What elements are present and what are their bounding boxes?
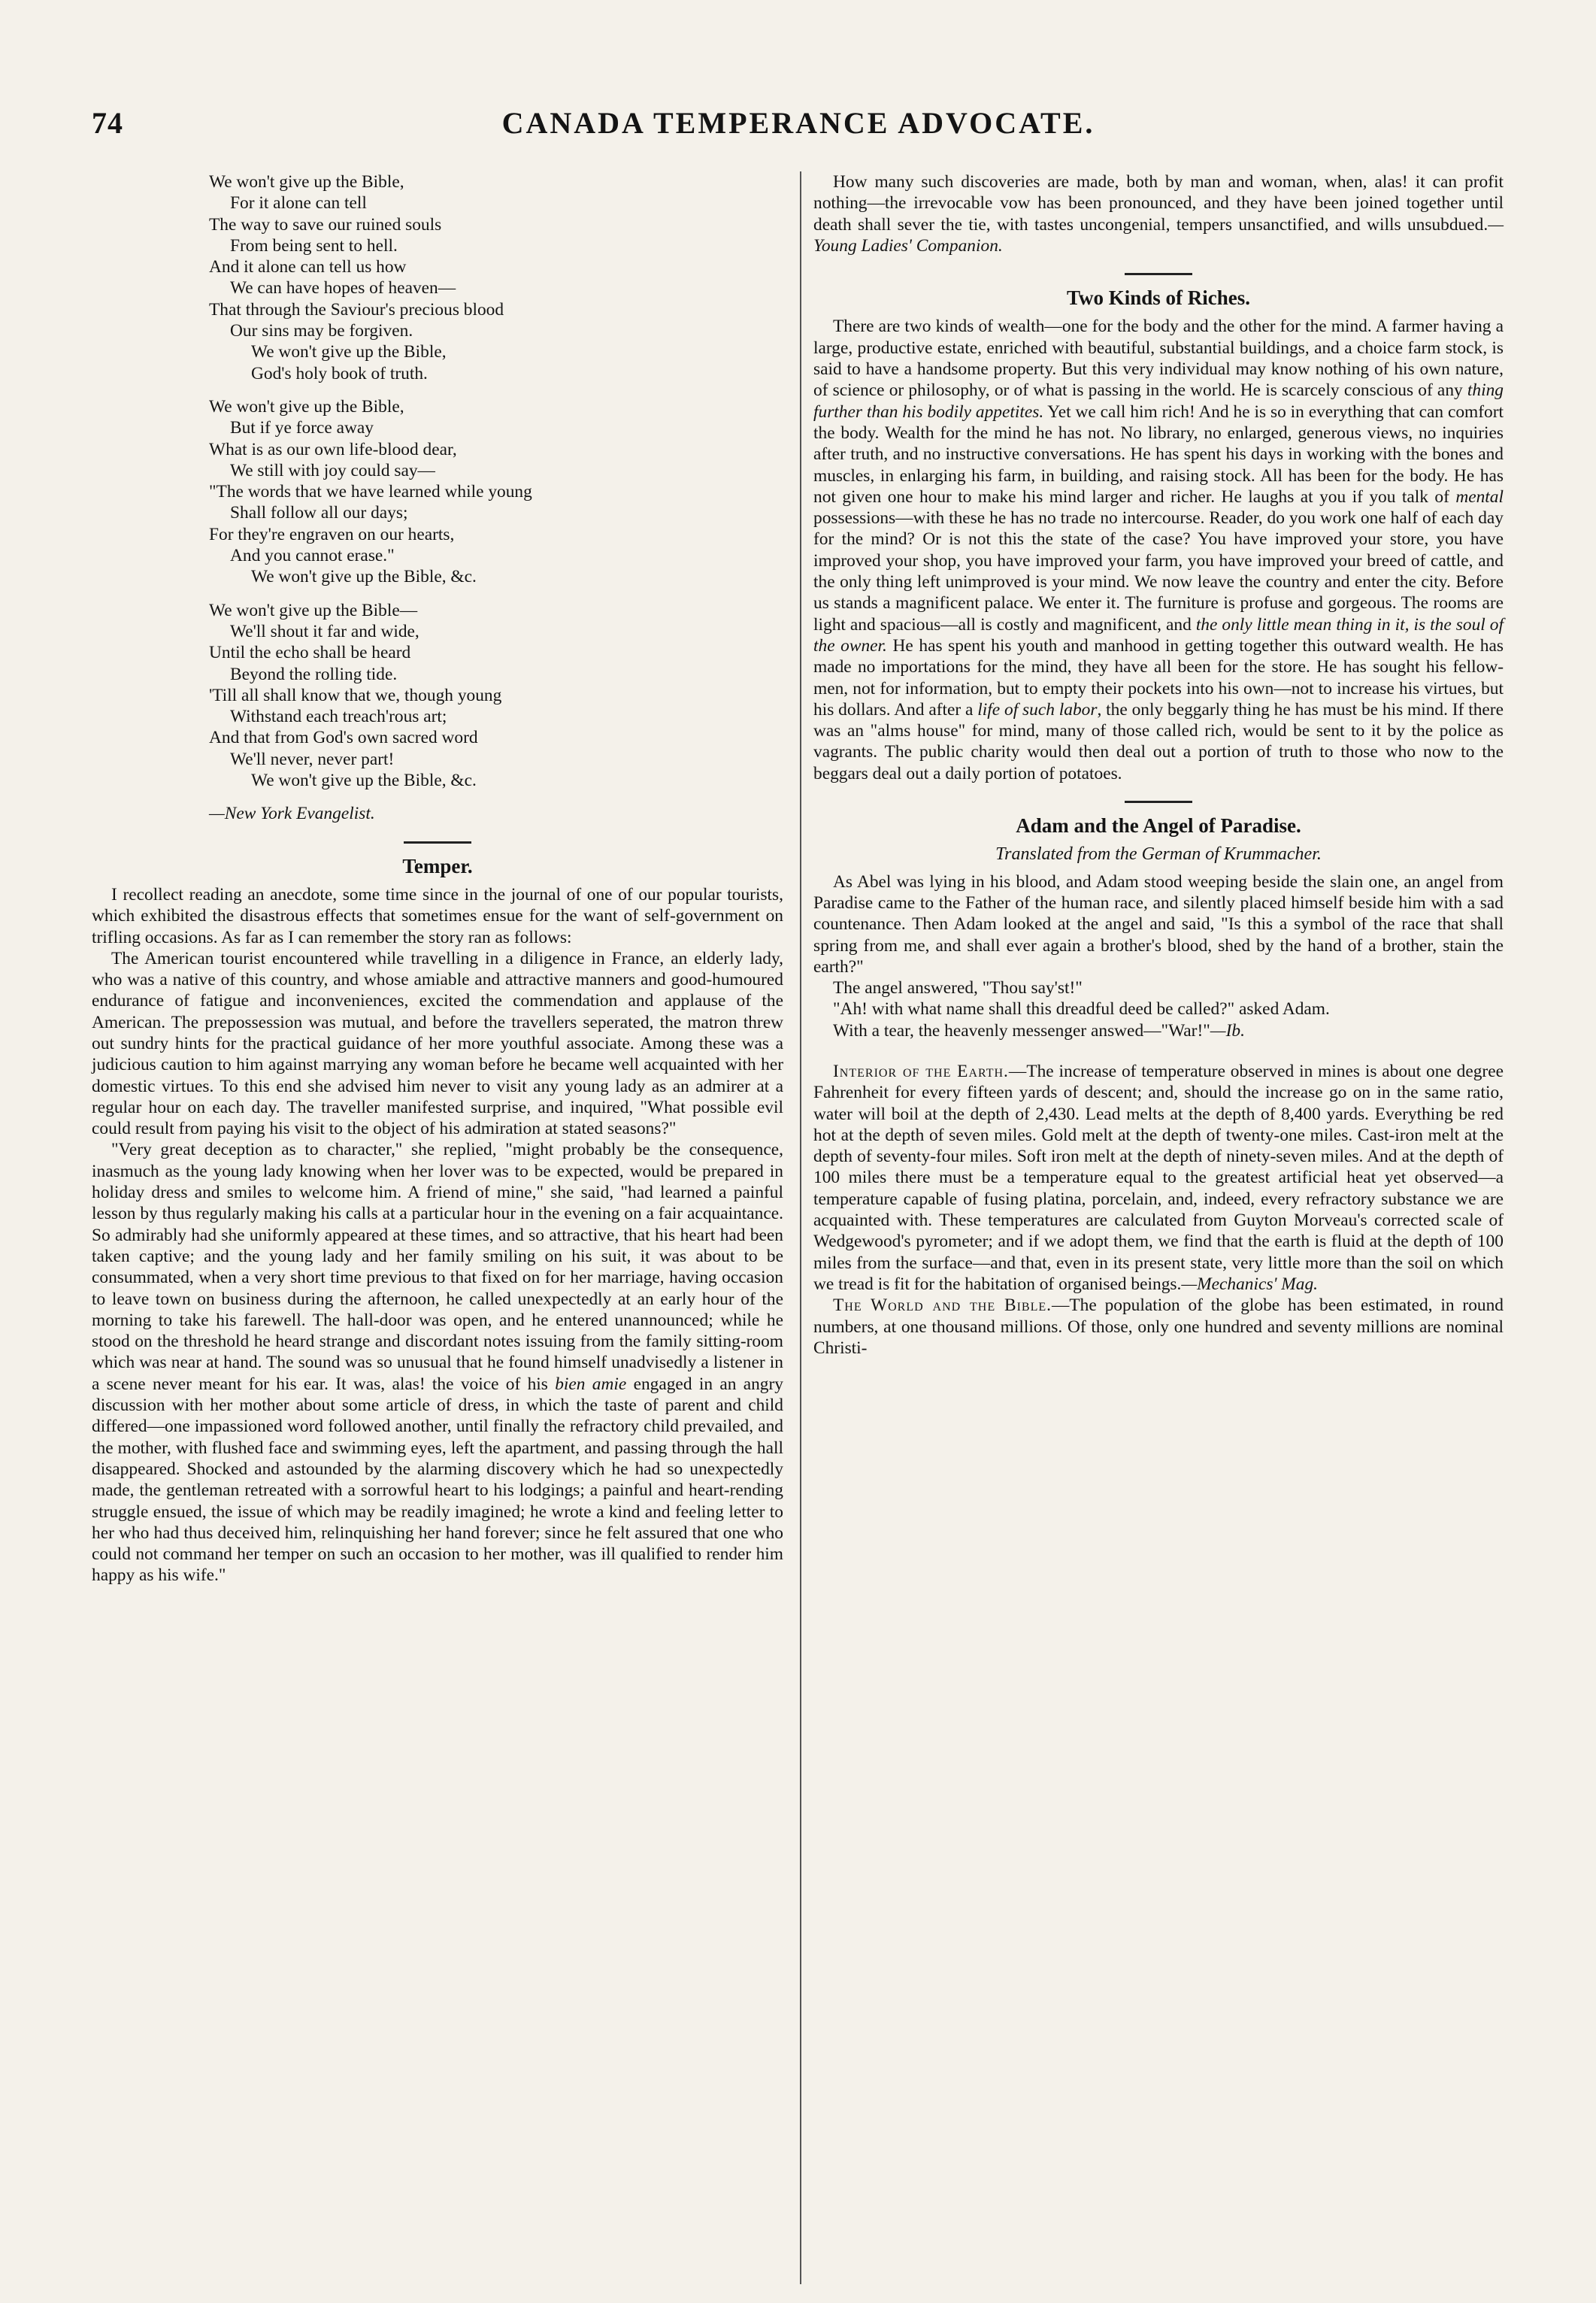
- temper-paragraph: The American tourist encountered while travelling in a diligence in France, an elderly lady, who was a native of this country, and whose amiable and attractive manners and good-humoured endurance of fatigue and inconveniences, excited the commendation and applause of the American. The prepossession was mutual, and before the travellers seperated, the matron threw out sundry hints for the practical guidance of her more youthful associate. Among these was a judicious caution to him against marrying any woman before he became well acquainted with her domestic virtues. To this end she advised him never to visit any young lady as an admirer at a regular hour on each day. The traveller manifested surprise, and inquired, "What possible evil could result from paying his visit to the object of his admiration at stated seasons?": [92, 948, 783, 1139]
- poem-line: And it alone can tell us how: [209, 257, 407, 277]
- poem-line: We won't give up the Bible,: [209, 396, 404, 417]
- poem-line: We'll never, never part!: [230, 749, 395, 769]
- riches-paragraph: [813, 316, 1504, 784]
- riches-text: possessions—with these he has no trade no intercourse. Reader, do you work one half of each day for the mind? Or is not this the state of the case? You have improved your store, you have improved your shop, you have improved your farm, you have improved your breed of cattle, and the only thing left unimproved is your mind. We now leave the country and enter the city. Before us stands a magnificent palace. We enter it. The furniture is profuse and gorgeous. The rooms are light and spacious—all is costly and magnificent, and: [813, 508, 1504, 635]
- riches-emphasis: mental: [1455, 486, 1504, 507]
- running-title: CANADA TEMPERANCE ADVOCATE.: [501, 106, 1095, 140]
- poem-line: But if ye force away: [230, 418, 374, 438]
- poem-line: The way to save our ruined souls: [209, 214, 442, 235]
- poem-line: What is as our own life-blood dear,: [209, 439, 457, 459]
- riches-emphasis: thing further than his bodily appetites.: [813, 380, 1504, 422]
- poem-attribution: —New York Evangelist.: [209, 804, 375, 824]
- poem-line: Our sins may be forgiven.: [230, 321, 413, 341]
- poem-line: That through the Saviour's precious blood: [209, 299, 504, 320]
- poem-line: We won't give up the Bible, &c.: [251, 567, 477, 587]
- poem-stanza: [209, 396, 783, 588]
- adam-text: With a tear, the heavenly messenger answed—"War!": [833, 1020, 1210, 1041]
- poem-line: For it alone can tell: [230, 193, 367, 214]
- page-number: 74: [92, 106, 123, 140]
- riches-title: Two Kinds of Riches.: [1066, 286, 1251, 310]
- adam-paragraph: The angel answered, "Thou say'st!": [833, 978, 1083, 998]
- poem-line: Beyond the rolling tide.: [230, 664, 398, 684]
- riches-emphasis: the only little mean thing in it, is the soul of the owner.: [813, 614, 1504, 656]
- section-gap: [813, 1041, 1504, 1061]
- riches-text: , the only beggarly thing he has must be his mind. If there was an "alms house" for mind, many of those called rich, would be sent to it by the police as vagrants. The public charity would then deal out a portion of truth to those who now to the beggars deal out a daily portion of potatoes.: [813, 699, 1504, 783]
- section-divider: [1125, 273, 1192, 275]
- interior-paragraph: [813, 1061, 1504, 1295]
- left-column: [92, 171, 783, 1586]
- temper-paragraph: I recollect reading an anecdote, some time since in the journal of one of our popular tourists, which exhibited the disastrous effects that sometimes ensue for the want of self-government on trifling occasions. As far as I can remember the story ran as follows:: [92, 884, 783, 947]
- adam-paragraph: [813, 1020, 1504, 1041]
- poem-line: We can have hopes of heaven—: [230, 278, 456, 298]
- poem-line: Until the echo shall be heard: [209, 643, 411, 663]
- poem-line: We won't give up the Bible,: [251, 342, 447, 362]
- poem-line: And that from God's own sacred word: [209, 728, 478, 748]
- poem-line: We still with joy could say—: [230, 460, 435, 480]
- world-lead: The World and the Bible.: [833, 1295, 1052, 1316]
- riches-emphasis: life of such labor: [977, 699, 1098, 720]
- poem-line: And you cannot erase.": [230, 546, 395, 566]
- riches-text: Yet we call him rich! And he is so in everything that can comfort the body. Wealth for the mind he has not. No library, no enlarged, generous views, no inquiries after truth, and no instructive conversations. He has spent his days in working with the bones and muscles, in enlarging his farm, in building, and raising stock. All has been for the body. He has not given one hour to make his mind larger and richer. He laughs at you if you talk of: [813, 402, 1504, 507]
- adam-paragraph: "Ah! with what name shall this dreadful deed be called?" asked Adam.: [833, 999, 1330, 1020]
- temper-attribution: —Young Ladies' Companion.: [813, 214, 1504, 256]
- poem-line: "The words that we have learned while young: [209, 482, 532, 502]
- riches-text: There are two kinds of wealth—one for the body and the other for the mind. A farmer having a large, productive estate, enriched with beautiful, substantial buildings, and a choice farm stock, is said to have a handsome property. But this very individual may know nothing of his own nature, of science or philosophy, or of what is passing in the world. He is scarcely conscious of any: [813, 317, 1504, 401]
- adam-attribution: —Ib.: [1210, 1020, 1245, 1041]
- poem-line: We won't give up the Bible—: [209, 600, 418, 620]
- poem-line: From being sent to hell.: [230, 235, 398, 256]
- poem-stanza: [209, 600, 783, 792]
- poem-line: Withstand each treach'rous art;: [230, 707, 447, 727]
- section-divider: [1125, 801, 1192, 803]
- adam-paragraph: As Abel was lying in his blood, and Adam stood weeping beside the slain one, an angel from Paradise came to the Father of the human race, and silently placed himself beside him with a sad countenance. Then Adam looked at the angel and said, "Is this a symbol of the race that shall spring from me, and shall ever again a brother's blood, shed by the hand of a brother, stain the earth?": [813, 871, 1504, 977]
- temper-text: "Very great deception as to character," she replied, "might probably be the consequence, inasmuch as the young lady knowing when her lover was to be expected, would be prepared in holiday dress and smiles to welcome him. A friend of mine," she said, "had learned a painful lesson by thus regularly making his calls at a particular hour in the evening on a fair acquaintance. So admirably had she uniformly appeared at these times, and so attractive, that his heart had been taken captive; and the young lady and her family smiling on his suit, it was about to be consummated, when a very short time previous to that fixed on for her marriage, having occasion to leave town on business during the afternoon, he called unexpectedly at an early hour of the morning to take his farewell. The hall-door was open, and he entered unannounced; while he stood on the threshold he heard strange and discordant notes issuing from the family sitting-room which was near at hand. The sound was so unusual that he found himself unadvisedly a listener in a scene never meant for his ear. It was, alas! the voice of his: [92, 1140, 783, 1394]
- temper-text: How many such discoveries are made, both by man and woman, when, alas! it can profit nothing—the irrevocable vow has been pronounced, and they have been joined together until death shall sever the tie, with tastes uncongenial, tempers unsanctified, and wills unsubdued.: [813, 172, 1504, 235]
- temper-foreign-phrase: bien amie: [555, 1374, 627, 1394]
- poem-line: We won't give up the Bible,: [209, 172, 404, 192]
- right-column: [813, 171, 1504, 1359]
- poem-stanzas: [209, 171, 783, 791]
- page-header: [92, 105, 1505, 150]
- poem-stanza: [209, 171, 783, 384]
- adam-title: Adam and the Angel of Paradise.: [1016, 814, 1301, 838]
- world-text: —The population of the globe has been estimated, in round numbers, at one thousand millions. Of those, only one hundred and seventy millions are nominal Christi-: [813, 1295, 1504, 1358]
- poem-line: We won't give up the Bible, &c.: [251, 771, 477, 791]
- interior-text: —The increase of temperature observed in mines is about one degree Fahrenheit for every fifteen yards of descent; and, should the increase go on in the same ratio, water will boil at the depth of 2,430. Lead melts at the depth of 8,400 yards. Everything be red hot at the depth of seven miles. Gold melt at the depth of twenty-one miles. Cast-iron melt at the depth of seventy-four miles. Soft iron melt at the depth of ninety-seven miles. And at the depth of 100 miles there must be a temperature equal to the greatest artificial heat yet observed—a temperature capable of fusing platina, porcelain, and, indeed, every refractory substance we are acquainted with. These temperatures are calculated from Guyton Morveau's corrected scale of Wedgewood's pyrometer; and if we adopt them, we find that the earth is fluid at the depth of 100 miles from the surface—and that, even in its present state, very little more than the soil on which we tread is fit for the habitation of organised beings.: [813, 1061, 1504, 1294]
- temper-text: engaged in an angry discussion with her mother about some article of dress, in which the taste of parent and child differed—one impassioned word followed another, until finally the refractory child prevailed, and the mother, with flushed face and swimming eyes, left the apartment, and passing through the hall disappeared. Shocked and astounded by the alarming discovery which he had so unexpectedly made, the gentleman retreated with a sorrowful heart to his lodgings; a painful and heart-rending struggle ensued, the issue of which may be readily imagined; he wrote a kind and feeling letter to her who had thus deceived him, relinquishing her hand forever; since he felt assured that one who could not command her temper on such an occasion to her mother, was ill qualified to render him happy as his wife.": [92, 1374, 783, 1586]
- interior-attribution: —Mechanics' Mag.: [1181, 1274, 1319, 1294]
- poem-line: For they're engraven on our hearts,: [209, 524, 455, 544]
- adam-subtitle: Translated from the German of Krummacher.: [995, 844, 1322, 865]
- column-rule: [800, 171, 801, 2284]
- riches-text: He has spent his youth and manhood in getting together this outward wealth. He has made no importations for the mind, they have all been for the store. He has sought his fellow-men, not for information, but to empty their pockets into his own—not to increase his virtues, but his dollars. And after a: [813, 635, 1504, 720]
- poem-line: We'll shout it far and wide,: [230, 621, 419, 641]
- section-divider: [404, 841, 471, 844]
- poem-line: Shall follow all our days;: [230, 503, 408, 523]
- interior-lead: Interior of the Earth.: [833, 1061, 1009, 1081]
- world-paragraph: [813, 1295, 1504, 1359]
- poem-line: God's holy book of truth.: [251, 363, 428, 383]
- temper-paragraph: [813, 171, 1504, 256]
- temper-paragraph: [92, 1139, 783, 1586]
- temper-title: Temper.: [402, 854, 473, 877]
- poem-line: 'Till all shall know that we, though young: [209, 685, 502, 705]
- poem: [209, 171, 783, 825]
